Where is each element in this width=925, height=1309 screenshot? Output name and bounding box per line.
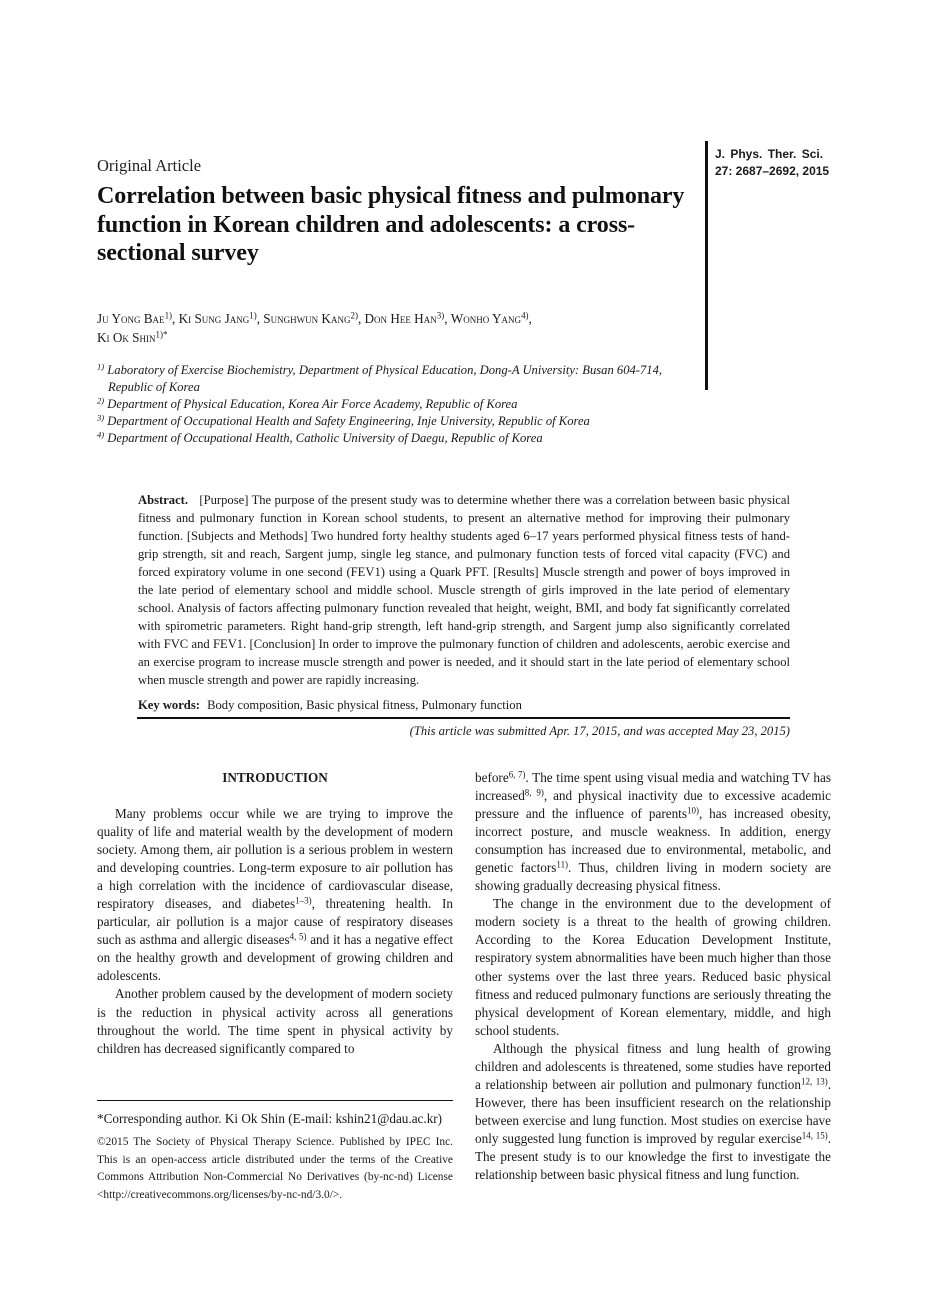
body-column-left <box>97 769 453 1058</box>
citation: 8, 9) <box>524 787 544 798</box>
body-column-right <box>475 769 831 1184</box>
affiliation-text: Department of Occupational Health and Safety Engineering, Inje University, Republic of Korea <box>107 414 590 428</box>
author-name: Ki Sung Jang <box>178 311 250 326</box>
body-paragraph <box>97 985 453 1057</box>
author-affiliation-mark: 1) <box>164 310 173 321</box>
paragraph-text: . However, there has been insufficient research on the relationship between exercise and lung function. Most studies on exercise have only suggested lung function is improved by regular exercise <box>475 1076 831 1146</box>
body-paragraph <box>475 769 831 895</box>
abstract <box>138 491 790 690</box>
paragraph-text: , threatening health. In particular, air pollution is a major cause of respiratory diseases such as asthma and allergic diseases <box>97 896 453 948</box>
author-affiliation-mark: 1) <box>249 310 257 321</box>
citation: 10) <box>686 805 699 816</box>
author-list: Ju Yong Bae$^{1)}$, Ki Sung Jang$^{1)}$, Sunghwun Kang$^{2)}$, Don Hee Han$^{3)}$, Wonho Yang$^{4)}$, Ki Ok Shin$^{1)*}$ <box>97 310 532 345</box>
affiliation-number: 3) <box>97 412 105 423</box>
keywords-label: Key words: <box>138 698 200 712</box>
body-paragraph <box>475 1040 831 1184</box>
keywords-text: Body composition, Basic physical fitness, Pulmonary function <box>207 698 522 712</box>
journal-volume-pages-year: 27: 2687–2692, 2015 <box>715 164 830 178</box>
paragraph-text: . The time spent using visual media and watching TV has increased <box>475 770 831 804</box>
paragraph-text: before <box>475 770 509 785</box>
footnotes <box>97 1110 453 1204</box>
article-title: Correlation between basic physical fitness and pulmonary function in Korean children and adolescents: a cross-sectional survey <box>97 183 685 266</box>
paragraph-text: and it has a negative effect on the healthy growth and development of growing children and adolescents. <box>97 932 453 984</box>
author-name: Ju Yong Bae <box>97 311 165 326</box>
journal-vertical-bar <box>705 141 708 390</box>
affiliation-number: 2) <box>97 395 105 406</box>
author-name: Sunghwun Kang <box>263 311 351 326</box>
affiliation-item <box>97 396 697 413</box>
paragraph-text: . Thus, children living in modern society are showing gradually decreasing physical fitness. <box>475 860 831 894</box>
citation: 11) <box>556 859 569 870</box>
article-type: Original Article <box>97 156 202 175</box>
affiliation-text: Laboratory of Exercise Biochemistry, Department of Physical Education, Dong-A University: Busan 604-714, Republic of Korea <box>107 363 663 394</box>
affiliation-item <box>97 362 697 396</box>
paragraph-text: The change in the environment due to the development of modern society is a threat to the health of growing children. According to the Korea Education Development Institute, respiratory system abnormalities have been much higher than those other systems over the last three years. Reduced basic physical fitness and reduced pulmonary functions are seriously threating the physical development of Korean elementary, middle, and high school students. <box>475 896 831 1038</box>
citation: 4, 5) <box>289 931 307 942</box>
paragraph-text: Many problems occur while we are trying to improve the quality of life and material wealth by the development of modern society. Among them, air pollution is a serious problem in western and developing countries. Long-term exposure to air pollution has a high correlation with the incidence of cardiovascular disease, respiratory diseases, and diabetes <box>97 806 453 912</box>
copyright-license-note: ©2015 The Society of Physical Therapy Science. Published by IPEC Inc. This is an open-access article distributed under the terms of the Creative Commons Attribution Non-Commercial No Derivatives (by-nc-nd) License <http://creativecommons.org/licenses/by-nc-nd/3.0/>. <box>97 1136 453 1201</box>
paragraph-text: . The present study is to our knowledge the first to investigate the relationship between basic physical fitness and lung function. <box>475 1130 831 1183</box>
author-affiliation-mark: 2) <box>350 310 358 321</box>
section-heading-introduction: INTRODUCTION <box>222 770 328 785</box>
paragraph-text: Although the physical fitness and lung health of growing children and adolescents is threatened, some studies have reported a relationship between air pollution and pulmonary function <box>475 1040 831 1092</box>
citation: 14, 15) <box>801 1130 828 1141</box>
citation: 6, 7) <box>508 769 526 780</box>
abstract-divider <box>137 717 790 719</box>
paragraph-text: Another problem caused by the development of modern society is the reduction in physical activity across all generations throughout the world. The time spent in physical activity by children has decreased significantly compared to <box>97 986 453 1056</box>
citation: 1–3) <box>295 895 312 906</box>
author-name: Don Hee Han <box>364 311 437 326</box>
affiliation-text: Department of Occupational Health, Catholic University of Daegu, Republic of Korea <box>107 431 543 445</box>
author-affiliation-mark: 3) <box>436 310 445 321</box>
paragraph-text: , and physical inactivity due to excessive academic pressure and the influence of parents <box>475 788 831 822</box>
affiliation-item <box>97 413 697 430</box>
affiliation-text: Department of Physical Education, Korea Air Force Academy, Republic of Korea <box>107 397 518 411</box>
abstract-text: [Purpose] The purpose of the present study was to determine whether there was a correlation between basic physical fitness and pulmonary function in Korean school students, to present an alternative method for improving their pulmonary function. [Subjects and Methods] Two hundred forty healthy students aged 6–17 years performed physical fitness tests of hand-grip strength, sit and reach, Sargent jump, single leg stance, and pulmonary function tests of forced vital capacity (FVC) and forced expiratory volume in one second (FEV1) using a Quark PFT. [Results] Muscle strength and power of boys improved in the late period of elementary school and middle school. Muscle strength of girls improved in the late period of elementary school. Analysis of factors affecting pulmonary function revealed that height, weight, BMI, and body fat significantly correlated with spirometric parameters. Right hand-grip strength, left hand-grip strength, and Sargent jump also significantly correlated with FVC and FEV1. [Conclusion] In order to improve the pulmonary function of children and adolescents, aerobic exercise and an exercise program to increase muscle strength and power is needed, and it should start in the late period of elementary school when muscle strength and power are rapidly increasing. <box>138 493 790 688</box>
affiliation-list <box>97 362 697 447</box>
author-affiliation-mark: 4) <box>521 310 529 321</box>
keywords <box>138 696 790 714</box>
body-paragraph <box>475 895 831 1039</box>
citation: 12, 13) <box>800 1076 828 1087</box>
body-paragraph <box>97 805 453 985</box>
affiliation-item <box>97 430 697 447</box>
affiliation-number: 1) <box>97 361 105 372</box>
paragraph-text: , has increased obesity, incorrect posture, and muscle weakness. In addition, energy consumption has increased due to environmental, metabolic, and genetic factors <box>475 806 831 876</box>
author-name: Wonho Yang <box>450 311 522 326</box>
author-name: Ki Ok Shin <box>97 329 156 345</box>
corresponding-author-note: *Corresponding author. Ki Ok Shin (E-mail: kshin21@dau.ac.kr) <box>97 1111 443 1126</box>
affiliation-number: 4) <box>97 429 105 440</box>
footnote-divider <box>97 1100 453 1101</box>
submission-note: (This article was submitted Apr. 17, 2015, and was accepted May 23, 2015) <box>409 724 790 738</box>
journal-name: J. Phys. Ther. Sci. <box>715 147 824 161</box>
journal-info <box>715 146 829 180</box>
abstract-label: Abstract. <box>138 493 189 507</box>
author-affiliation-mark: 1)* <box>155 329 168 340</box>
